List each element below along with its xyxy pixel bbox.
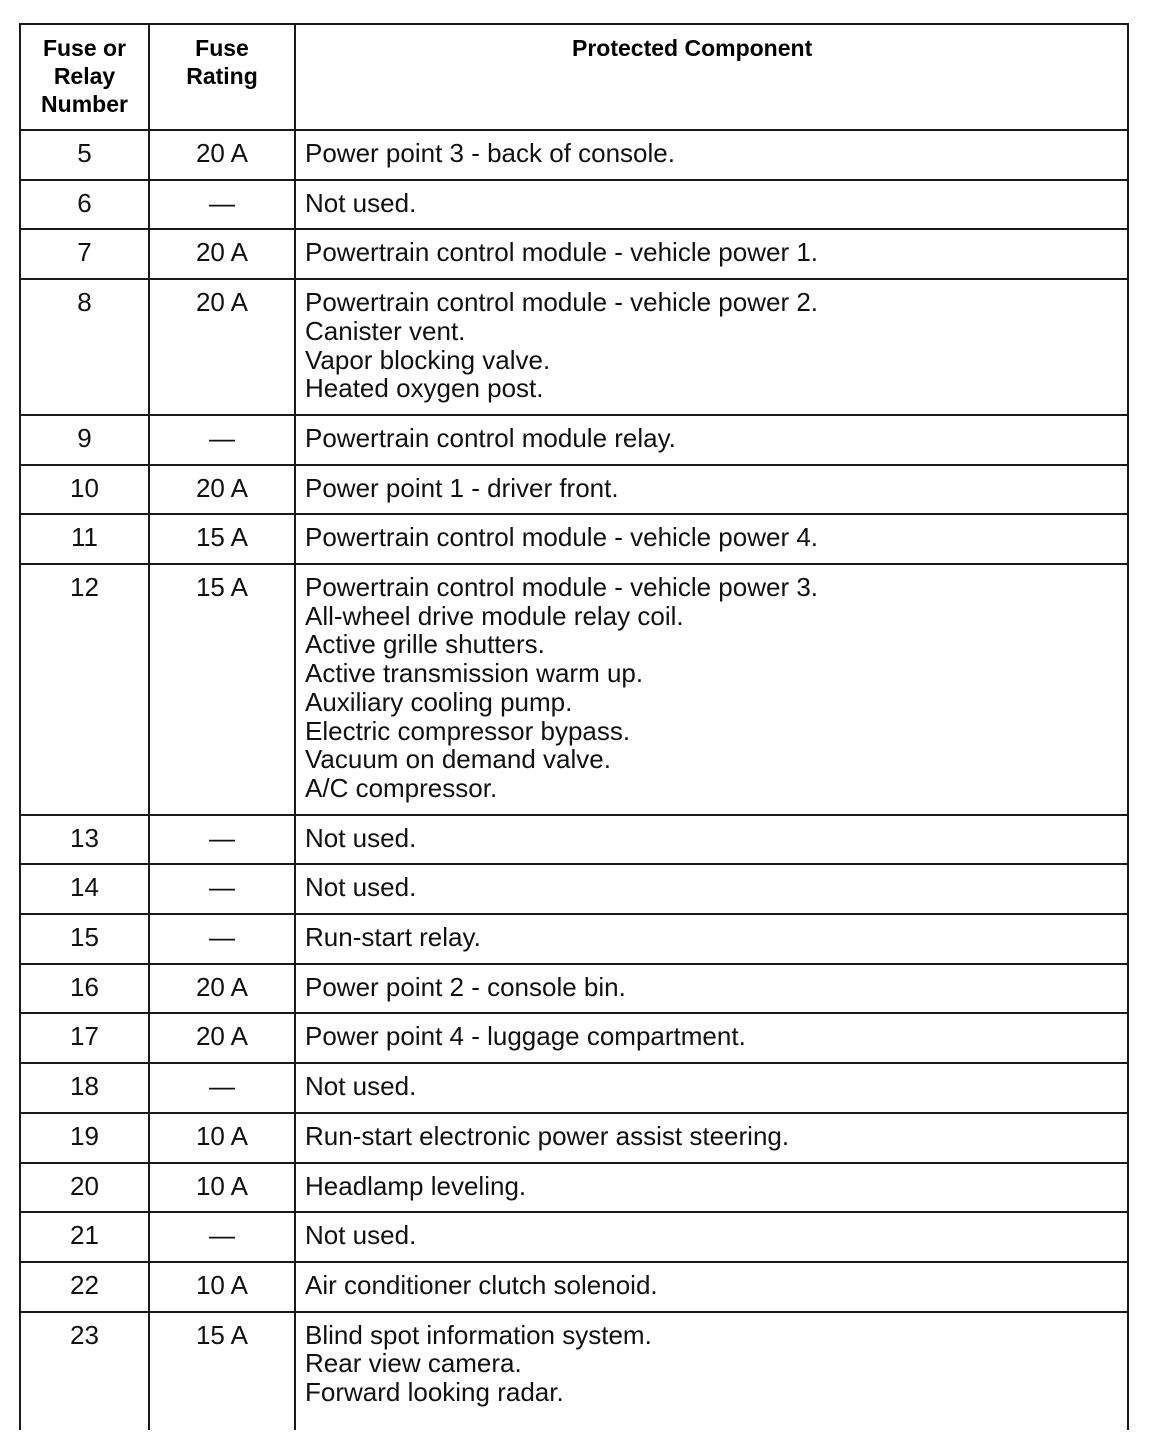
component-line: Powertrain control module - vehicle power 4. (305, 522, 819, 553)
fuse-rating-cell: 10 A (149, 1163, 295, 1213)
component-line: Powertrain control module - vehicle power 3. (305, 572, 819, 603)
fuse-rating-cell: 15 A (149, 1312, 295, 1430)
fuse-rating-cell: 10 A (149, 1262, 295, 1312)
component-line: Run-start relay. (305, 922, 481, 953)
fuse-number-cell: 23 (20, 1312, 149, 1430)
fuse-number-cell: 6 (20, 180, 149, 230)
fuse-rating-cell: 15 A (149, 564, 295, 815)
component-line: Not used. (305, 1220, 417, 1251)
table-row (20, 1163, 1128, 1213)
table-row (20, 815, 1128, 865)
table-row (20, 1063, 1128, 1113)
component-line: Blind spot information system. (305, 1319, 652, 1350)
component-line: Power point 1 - driver front. (305, 472, 619, 503)
table-row (20, 564, 1128, 815)
header-rating-line: Fuse (195, 35, 249, 61)
protected-component-cell (295, 1312, 1128, 1430)
table-row (20, 279, 1128, 415)
protected-component-cell (295, 1013, 1128, 1063)
fuse-rating-cell: — (149, 180, 295, 230)
table-row (20, 914, 1128, 964)
fuse-rating-cell: 20 A (149, 465, 295, 515)
protected-component-cell (295, 1262, 1128, 1312)
fuse-rating-cell: — (149, 864, 295, 914)
component-line: Not used. (305, 1071, 417, 1102)
fuse-number-cell: 21 (20, 1212, 149, 1262)
table-row (20, 1013, 1128, 1063)
header-number-line: Relay (53, 63, 116, 89)
protected-component-cell (295, 465, 1128, 515)
component-line: Electric compressor bypass. (305, 715, 631, 746)
component-line: All-wheel drive module relay coil. (305, 600, 684, 631)
table-row (20, 229, 1128, 279)
protected-component-cell (295, 1063, 1128, 1113)
fuse-number-cell: 16 (20, 964, 149, 1014)
fuse-number-cell: 5 (20, 130, 149, 180)
component-line: Auxiliary cooling pump. (305, 686, 573, 717)
table-row (20, 415, 1128, 465)
fuse-rating-cell: — (149, 815, 295, 865)
component-line: Not used. (305, 822, 417, 853)
fuse-rating-cell: — (149, 1212, 295, 1262)
fuse-number-cell: 10 (20, 465, 149, 515)
table-row (20, 130, 1128, 180)
component-line: Active transmission warm up. (305, 658, 644, 689)
component-line: Forward looking radar. (305, 1377, 564, 1408)
fuse-number-cell: 22 (20, 1262, 149, 1312)
component-line: Heated oxygen post. (305, 373, 544, 404)
fuse-number-cell: 15 (20, 914, 149, 964)
protected-component-cell (295, 564, 1128, 815)
protected-component-cell (295, 1163, 1128, 1213)
fuse-number-cell: 14 (20, 864, 149, 914)
component-line: Active grille shutters. (305, 629, 545, 660)
header-number-line: Number (41, 91, 128, 117)
protected-component-cell (295, 130, 1128, 180)
table-row (20, 964, 1128, 1014)
table-header (20, 24, 1128, 130)
header-rating (149, 24, 295, 130)
table-row (20, 180, 1128, 230)
component-line: Powertrain control module - vehicle power 1. (305, 237, 819, 268)
component-line: Rear view camera. (305, 1348, 522, 1379)
fuse-number-cell: 11 (20, 514, 149, 564)
component-line: Vacuum on demand valve. (305, 744, 611, 775)
protected-component-cell (295, 229, 1128, 279)
protected-component-cell (295, 514, 1128, 564)
fuse-number-cell: 13 (20, 815, 149, 865)
component-line: Not used. (305, 187, 417, 218)
protected-component-cell (295, 964, 1128, 1014)
table-row (20, 514, 1128, 564)
header-row (20, 24, 1128, 130)
component-line: Vapor blocking valve. (305, 344, 551, 375)
protected-component-cell (295, 415, 1128, 465)
fuse-number-cell: 20 (20, 1163, 149, 1213)
component-line: Not used. (305, 872, 417, 903)
table-row (20, 1113, 1128, 1163)
fuse-rating-cell: 10 A (149, 1113, 295, 1163)
component-line: A/C compressor. (305, 772, 498, 803)
fuse-number-cell: 12 (20, 564, 149, 815)
header-number (20, 24, 149, 130)
table-row (20, 1312, 1128, 1430)
protected-component-cell (295, 914, 1128, 964)
table-row (20, 465, 1128, 515)
fuse-rating-cell: 15 A (149, 514, 295, 564)
component-line: Headlamp leveling. (305, 1170, 527, 1201)
component-line: Powertrain control module relay. (305, 422, 676, 453)
fuse-rating-cell: 20 A (149, 1013, 295, 1063)
fuse-number-cell: 9 (20, 415, 149, 465)
fuse-rating-cell: 20 A (149, 130, 295, 180)
table-row (20, 1212, 1128, 1262)
protected-component-cell (295, 1113, 1128, 1163)
component-line: Power point 2 - console bin. (305, 971, 626, 1002)
table-body (20, 130, 1128, 1430)
fuse-number-cell: 7 (20, 229, 149, 279)
fuse-rating-cell: 20 A (149, 279, 295, 415)
protected-component-cell (295, 180, 1128, 230)
protected-component-cell (295, 815, 1128, 865)
protected-component-cell (295, 1212, 1128, 1262)
fuse-rating-cell: 20 A (149, 229, 295, 279)
fuse-number-cell: 17 (20, 1013, 149, 1063)
fuse-rating-cell: — (149, 914, 295, 964)
component-line: Power point 4 - luggage compartment. (305, 1021, 746, 1052)
component-line: Air conditioner clutch solenoid. (305, 1269, 658, 1300)
fuse-number-cell: 19 (20, 1113, 149, 1163)
table-row (20, 1262, 1128, 1312)
header-rating-line: Rating (186, 63, 258, 89)
fuse-table (19, 23, 1129, 1430)
table-row (20, 864, 1128, 914)
fuse-number-cell: 18 (20, 1063, 149, 1113)
header-number-line: Fuse or (42, 35, 127, 61)
header-component: Protected Component (295, 24, 1128, 130)
fuse-number-cell: 8 (20, 279, 149, 415)
component-line: Canister vent. (305, 315, 466, 346)
protected-component-cell (295, 864, 1128, 914)
protected-component-cell (295, 279, 1128, 415)
component-line: Power point 3 - back of console. (305, 138, 675, 168)
component-line: Run-start electronic power assist steering. (305, 1120, 790, 1151)
component-line: Powertrain control module - vehicle power 2. (305, 287, 819, 318)
fuse-rating-cell: 20 A (149, 964, 295, 1014)
fuse-rating-cell: — (149, 1063, 295, 1113)
fuse-rating-cell: — (149, 415, 295, 465)
